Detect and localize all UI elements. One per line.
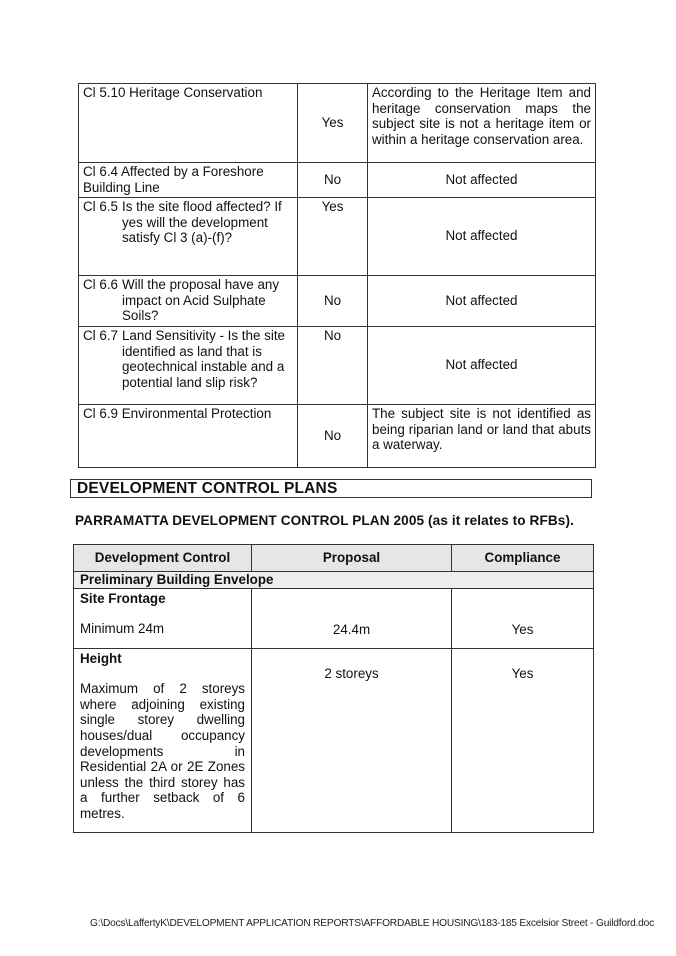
answer-cell: No bbox=[298, 404, 368, 467]
comment-cell: The subject site is not identified as being riparian land or land that abuts a waterway. bbox=[368, 404, 596, 467]
control-cell bbox=[79, 404, 298, 467]
control-cell bbox=[79, 84, 298, 163]
control-text: Is the site flood affected? If yes will the development satisfy Cl 3 (a)-(f)? bbox=[121, 199, 282, 246]
footer-file-path: G:\Docs\LaffertyK\DEVELOPMENT APPLICATION REPORTS\AFFORDABLE HOUSING\183-185 Excelsior Street - Guildford.doc bbox=[90, 918, 654, 929]
clause-number: Cl 6.7 bbox=[83, 327, 118, 343]
control-cell bbox=[79, 198, 298, 276]
answer-cell: Yes bbox=[298, 198, 368, 276]
table-row bbox=[79, 84, 596, 163]
control-cell bbox=[79, 163, 298, 198]
answer-cell: No bbox=[298, 163, 368, 198]
control-heading: Site Frontage bbox=[80, 590, 166, 606]
section-row bbox=[74, 572, 594, 589]
comment-cell: Not affected bbox=[368, 163, 596, 198]
control-text: Maximum of 2 storeys where adjoining existing single storey dwelling houses/dual occupancy developments in Residential 2A or 2E Zones unless the third storey has a further setback of 6 metres. bbox=[80, 681, 245, 821]
answer-cell: Yes bbox=[298, 84, 368, 163]
compliance-text: Yes bbox=[511, 621, 534, 637]
proposal-cell bbox=[252, 648, 452, 832]
comment-cell: Not affected bbox=[368, 276, 596, 327]
control-heading: Height bbox=[80, 650, 122, 666]
column-header: Compliance bbox=[452, 545, 594, 572]
clause-number: Cl 6.9 bbox=[83, 405, 118, 421]
clause-number: Cl 6.6 bbox=[83, 277, 118, 293]
table-row bbox=[74, 648, 594, 832]
answer-cell: No bbox=[298, 326, 368, 404]
compliance-cell bbox=[452, 588, 594, 648]
compliance-cell bbox=[452, 648, 594, 832]
plan-title: PARRAMATTA DEVELOPMENT CONTROL PLAN 2005 (as it relates to RFBs). bbox=[75, 513, 574, 528]
comment-cell: Not affected bbox=[368, 198, 596, 276]
clause-number: Cl 5.10 bbox=[83, 85, 126, 100]
table-row bbox=[79, 198, 596, 276]
proposal-text: 2 storeys bbox=[324, 665, 379, 681]
control-cell bbox=[74, 648, 252, 832]
table-header-row bbox=[74, 545, 594, 572]
clause-number: Cl 6.4 bbox=[83, 164, 118, 179]
comment-cell: Not affected bbox=[368, 326, 596, 404]
control-text: Affected by a Foreshore Building Line bbox=[83, 164, 264, 195]
proposal-cell bbox=[252, 588, 452, 648]
control-text: Environmental Protection bbox=[121, 405, 272, 421]
answer-cell: No bbox=[298, 276, 368, 327]
section-label: Preliminary Building Envelope bbox=[74, 572, 594, 589]
proposal-text: 24.4m bbox=[332, 621, 371, 637]
column-header: Development Control bbox=[74, 545, 252, 572]
comment-cell: According to the Heritage Item and heritage conservation maps the subject site is not a heritage item or within a heritage conservation area. bbox=[368, 84, 596, 163]
column-header: Proposal bbox=[252, 545, 452, 572]
table-row bbox=[79, 276, 596, 327]
control-text: Heritage Conservation bbox=[129, 85, 263, 100]
control-cell bbox=[74, 588, 252, 648]
compliance-text: Yes bbox=[511, 665, 534, 681]
control-cell bbox=[79, 326, 298, 404]
control-text: Land Sensitivity - Is the site identified as land that is geotechnical instable and a potential land slip risk? bbox=[121, 327, 285, 390]
control-cell bbox=[79, 276, 298, 327]
clause-number: Cl 6.5 bbox=[83, 199, 118, 215]
table-row bbox=[79, 163, 596, 198]
table-row bbox=[79, 326, 596, 404]
section-heading: DEVELOPMENT CONTROL PLANS bbox=[70, 479, 592, 498]
dcp-compliance-table bbox=[73, 544, 594, 833]
lep-compliance-table bbox=[78, 83, 596, 468]
table-row bbox=[79, 404, 596, 467]
control-text: Minimum 24m bbox=[80, 621, 165, 637]
table-row bbox=[74, 588, 594, 648]
control-text: Will the proposal have any impact on Acid Sulphate Soils? bbox=[121, 277, 280, 324]
